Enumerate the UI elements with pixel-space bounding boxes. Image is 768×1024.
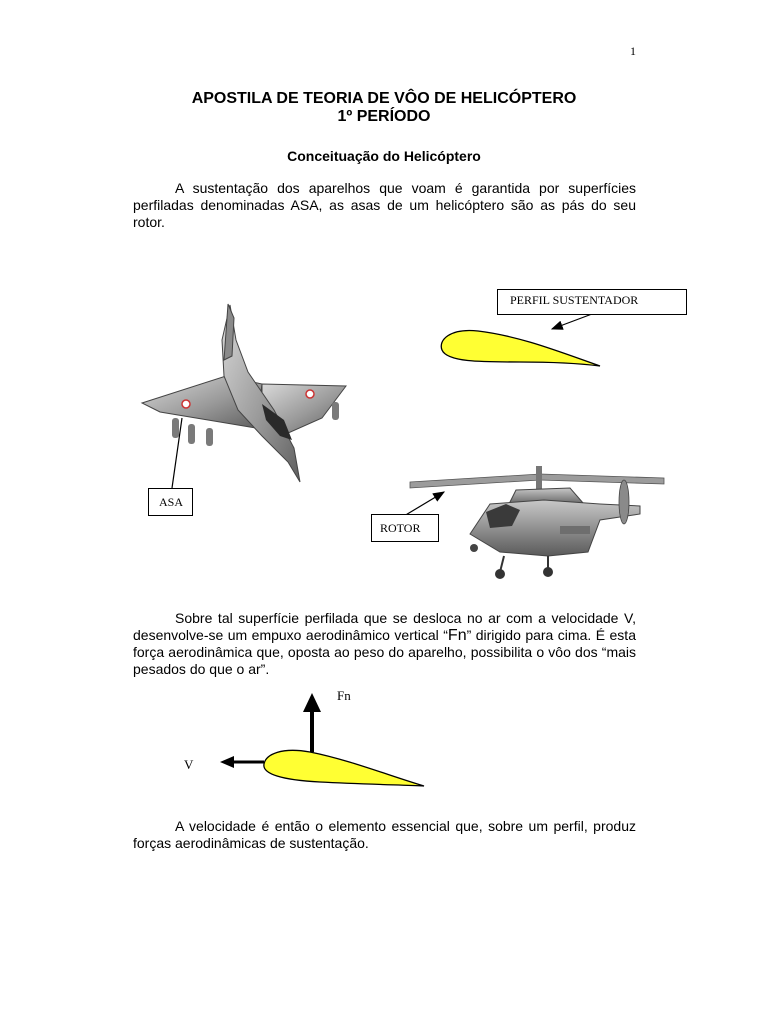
document-subtitle: 1º PERÍODO bbox=[337, 108, 431, 125]
paragraph-lift-force-part1: Sobre tal superfície perfilada que se desloca no ar com a velocidade V, desenvolve-se um empuxo aerodinâmico vertical “ bbox=[133, 610, 636, 643]
label-perfil-sustentador: PERFIL SUSTENTADOR bbox=[497, 289, 687, 315]
label-fn: Fn bbox=[337, 688, 351, 703]
page-number: 1 bbox=[630, 44, 636, 58]
label-asa: ASA bbox=[148, 488, 193, 516]
paragraph-velocity: A velocidade é então o elemento essencial que, sobre um perfil, produz forças aerodinâmicas de sustentação. bbox=[133, 818, 636, 851]
paragraph-lift-force bbox=[133, 610, 636, 678]
document-title: APOSTILA DE TEORIA DE VÔO DE HELICÓPTERO bbox=[191, 90, 577, 107]
section-title: Conceituação do Helicóptero bbox=[287, 148, 481, 164]
fn-symbol: Fn bbox=[447, 627, 467, 644]
label-rotor: ROTOR bbox=[371, 514, 439, 542]
paragraph-lift-intro: A sustentação dos aparelhos que voam é garantida por superfícies perfiladas denominadas ASA, as asas de um helicóptero são as pás do seu rotor. bbox=[133, 180, 636, 230]
label-v: V bbox=[184, 757, 194, 772]
paragraph-lift-force-part2: ” dirigido para cima. É esta força aerodinâmica que, oposta ao peso do aparelho, possibilita o vôo dos “mais pesados do que o ar”. bbox=[133, 627, 636, 677]
